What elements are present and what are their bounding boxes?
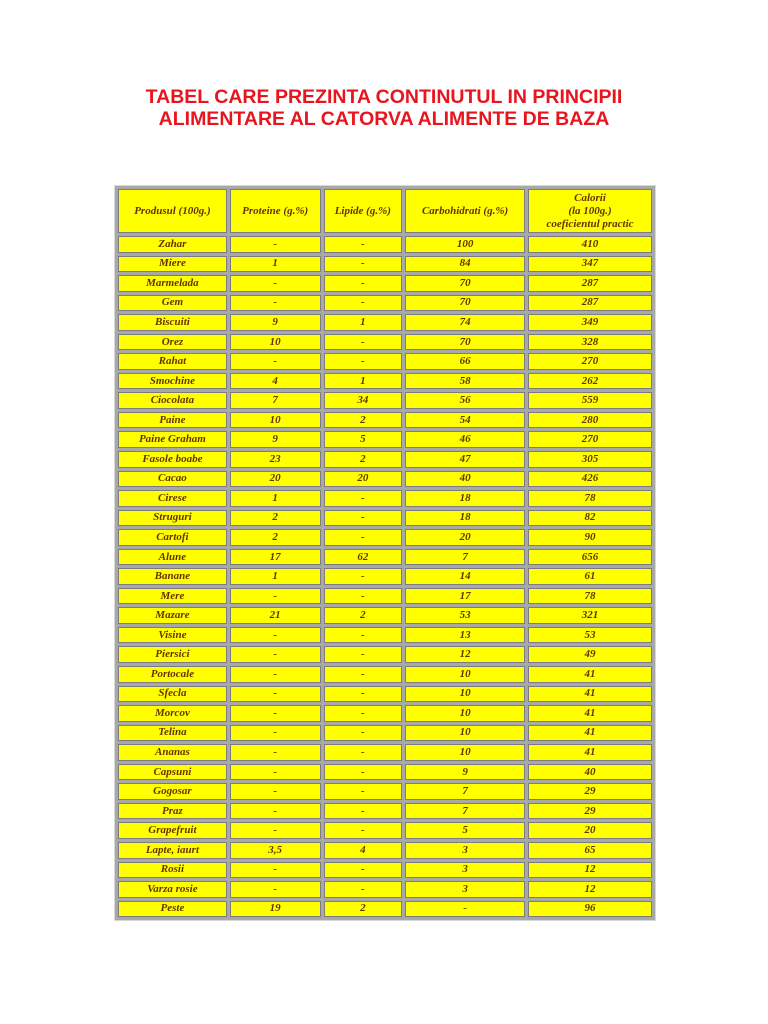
cell-lipids: - xyxy=(324,256,403,273)
cell-calories: 41 xyxy=(528,666,652,683)
cell-protein: 9 xyxy=(230,431,321,448)
cell-product: Ananas xyxy=(118,744,227,761)
cell-protein: 10 xyxy=(230,412,321,429)
cell-calories: 305 xyxy=(528,451,652,468)
cell-lipids: - xyxy=(324,588,403,605)
cell-protein: - xyxy=(230,353,321,370)
cell-carbs: 3 xyxy=(405,842,525,859)
cell-calories: 82 xyxy=(528,510,652,527)
cell-lipids: - xyxy=(324,646,403,663)
cell-lipids: - xyxy=(324,236,403,253)
cell-lipids: - xyxy=(324,666,403,683)
cell-protein: 7 xyxy=(230,392,321,409)
cell-carbs: 54 xyxy=(405,412,525,429)
table-row xyxy=(118,607,652,624)
cell-carbs: 100 xyxy=(405,236,525,253)
cell-calories: 41 xyxy=(528,686,652,703)
cell-product: Orez xyxy=(118,334,227,351)
table-row xyxy=(118,490,652,507)
table-row xyxy=(118,881,652,898)
cell-product: Paine xyxy=(118,412,227,429)
cell-protein: - xyxy=(230,862,321,879)
cell-calories: 41 xyxy=(528,744,652,761)
table-row xyxy=(118,783,652,800)
cell-lipids: - xyxy=(324,686,403,703)
cell-calories: 40 xyxy=(528,764,652,781)
cell-carbs: 5 xyxy=(405,822,525,839)
table-row xyxy=(118,901,652,918)
cell-carbs: 10 xyxy=(405,705,525,722)
cell-carbs: 7 xyxy=(405,549,525,566)
cell-carbs: 18 xyxy=(405,510,525,527)
cell-lipids: - xyxy=(324,744,403,761)
cell-calories: 20 xyxy=(528,822,652,839)
cell-lipids: 5 xyxy=(324,431,403,448)
cell-lipids: - xyxy=(324,490,403,507)
cell-lipids: 2 xyxy=(324,451,403,468)
cell-protein: - xyxy=(230,705,321,722)
cell-lipids: - xyxy=(324,803,403,820)
cell-protein: - xyxy=(230,783,321,800)
cell-carbs: 46 xyxy=(405,431,525,448)
table-row xyxy=(118,510,652,527)
cell-carbs: 53 xyxy=(405,607,525,624)
cell-product: Telina xyxy=(118,725,227,742)
table-row xyxy=(118,431,652,448)
cell-carbs: 10 xyxy=(405,666,525,683)
cell-lipids: 62 xyxy=(324,549,403,566)
cell-calories: 53 xyxy=(528,627,652,644)
cell-product: Paine Graham xyxy=(118,431,227,448)
header-calories-line-2: (la 100g.) xyxy=(568,204,612,217)
cell-lipids: 1 xyxy=(324,314,403,331)
cell-product: Lapte, iaurt xyxy=(118,842,227,859)
cell-calories: 65 xyxy=(528,842,652,859)
cell-lipids: - xyxy=(324,529,403,546)
cell-product: Marmelada xyxy=(118,275,227,292)
cell-product: Morcov xyxy=(118,705,227,722)
cell-lipids: 2 xyxy=(324,607,403,624)
cell-product: Sfecla xyxy=(118,686,227,703)
cell-lipids: - xyxy=(324,705,403,722)
cell-carbs: 17 xyxy=(405,588,525,605)
cell-carbs: 3 xyxy=(405,881,525,898)
table-row xyxy=(118,803,652,820)
cell-lipids: - xyxy=(324,822,403,839)
cell-lipids: 1 xyxy=(324,373,403,390)
cell-protein: 3,5 xyxy=(230,842,321,859)
header-product: Produsul (100g.) xyxy=(118,189,227,233)
nutrition-table xyxy=(114,185,656,921)
cell-carbs: 10 xyxy=(405,725,525,742)
cell-calories: 656 xyxy=(528,549,652,566)
table-row xyxy=(118,646,652,663)
cell-lipids: - xyxy=(324,568,403,585)
cell-protein: 10 xyxy=(230,334,321,351)
cell-lipids: 2 xyxy=(324,901,403,918)
cell-carbs: 40 xyxy=(405,471,525,488)
nutrition-table-body xyxy=(118,189,652,917)
table-row xyxy=(118,568,652,585)
page-title xyxy=(0,86,768,130)
cell-carbs: 66 xyxy=(405,353,525,370)
cell-lipids: - xyxy=(324,353,403,370)
cell-protein: 9 xyxy=(230,314,321,331)
cell-protein: - xyxy=(230,236,321,253)
table-row xyxy=(118,471,652,488)
cell-protein: - xyxy=(230,588,321,605)
table-row xyxy=(118,256,652,273)
cell-protein: - xyxy=(230,627,321,644)
header-carbs: Carbohidrati (g.%) xyxy=(405,189,525,233)
cell-calories: 426 xyxy=(528,471,652,488)
cell-lipids: - xyxy=(324,627,403,644)
cell-calories: 12 xyxy=(528,862,652,879)
cell-carbs: 58 xyxy=(405,373,525,390)
cell-protein: 4 xyxy=(230,373,321,390)
table-row xyxy=(118,529,652,546)
cell-product: Grapefruit xyxy=(118,822,227,839)
table-row xyxy=(118,353,652,370)
cell-product: Cacao xyxy=(118,471,227,488)
cell-carbs: 56 xyxy=(405,392,525,409)
cell-product: Miere xyxy=(118,256,227,273)
cell-calories: 29 xyxy=(528,803,652,820)
header-protein: Proteine (g.%) xyxy=(230,189,321,233)
cell-carbs: 7 xyxy=(405,803,525,820)
cell-protein: 2 xyxy=(230,510,321,527)
cell-lipids: - xyxy=(324,275,403,292)
cell-protein: - xyxy=(230,686,321,703)
cell-protein: - xyxy=(230,275,321,292)
cell-protein: - xyxy=(230,881,321,898)
cell-lipids: - xyxy=(324,764,403,781)
cell-calories: 61 xyxy=(528,568,652,585)
cell-carbs: 18 xyxy=(405,490,525,507)
cell-lipids: 2 xyxy=(324,412,403,429)
cell-lipids: 20 xyxy=(324,471,403,488)
cell-calories: 78 xyxy=(528,490,652,507)
cell-protein: - xyxy=(230,295,321,312)
cell-lipids: - xyxy=(324,862,403,879)
cell-carbs: 10 xyxy=(405,744,525,761)
cell-calories: 287 xyxy=(528,275,652,292)
table-row xyxy=(118,334,652,351)
cell-carbs: 70 xyxy=(405,295,525,312)
table-row xyxy=(118,822,652,839)
cell-lipids: - xyxy=(324,295,403,312)
cell-product: Smochine xyxy=(118,373,227,390)
cell-calories: 270 xyxy=(528,353,652,370)
cell-protein: - xyxy=(230,822,321,839)
cell-product: Alune xyxy=(118,549,227,566)
cell-lipids: - xyxy=(324,881,403,898)
header-calories-line-1: Calorii xyxy=(574,191,606,204)
cell-product: Capsuni xyxy=(118,764,227,781)
cell-product: Peste xyxy=(118,901,227,918)
cell-carbs: 12 xyxy=(405,646,525,663)
cell-calories: 90 xyxy=(528,529,652,546)
table-row xyxy=(118,275,652,292)
table-row xyxy=(118,412,652,429)
cell-carbs: 70 xyxy=(405,334,525,351)
title-line-2: ALIMENTARE AL CATORVA ALIMENTE DE BAZA xyxy=(158,108,610,130)
cell-carbs: 84 xyxy=(405,256,525,273)
cell-protein: - xyxy=(230,646,321,663)
header-calories xyxy=(528,189,652,233)
cell-calories: 41 xyxy=(528,705,652,722)
cell-product: Ciocolata xyxy=(118,392,227,409)
table-row xyxy=(118,842,652,859)
table-header-row xyxy=(118,189,652,233)
cell-carbs: - xyxy=(405,901,525,918)
cell-carbs: 3 xyxy=(405,862,525,879)
table-row xyxy=(118,862,652,879)
title-line-1: TABEL CARE PREZINTA CONTINUTUL IN PRINCIPII xyxy=(145,86,623,108)
cell-product: Visine xyxy=(118,627,227,644)
table-row xyxy=(118,666,652,683)
cell-protein: 1 xyxy=(230,568,321,585)
cell-lipids: 4 xyxy=(324,842,403,859)
cell-lipids: 34 xyxy=(324,392,403,409)
cell-protein: 23 xyxy=(230,451,321,468)
cell-calories: 349 xyxy=(528,314,652,331)
cell-calories: 270 xyxy=(528,431,652,448)
cell-product: Praz xyxy=(118,803,227,820)
cell-product: Cartofi xyxy=(118,529,227,546)
cell-calories: 280 xyxy=(528,412,652,429)
cell-product: Cirese xyxy=(118,490,227,507)
cell-calories: 41 xyxy=(528,725,652,742)
cell-product: Varza rosie xyxy=(118,881,227,898)
cell-carbs: 70 xyxy=(405,275,525,292)
cell-protein: - xyxy=(230,803,321,820)
cell-carbs: 47 xyxy=(405,451,525,468)
cell-calories: 262 xyxy=(528,373,652,390)
cell-protein: 2 xyxy=(230,529,321,546)
cell-product: Banane xyxy=(118,568,227,585)
cell-product: Struguri xyxy=(118,510,227,527)
cell-calories: 12 xyxy=(528,881,652,898)
cell-carbs: 74 xyxy=(405,314,525,331)
cell-protein: - xyxy=(230,666,321,683)
cell-carbs: 13 xyxy=(405,627,525,644)
cell-lipids: - xyxy=(324,783,403,800)
table-row xyxy=(118,373,652,390)
cell-carbs: 10 xyxy=(405,686,525,703)
cell-calories: 410 xyxy=(528,236,652,253)
cell-product: Biscuiti xyxy=(118,314,227,331)
cell-protein: 21 xyxy=(230,607,321,624)
cell-protein: 1 xyxy=(230,490,321,507)
cell-protein: - xyxy=(230,725,321,742)
cell-calories: 347 xyxy=(528,256,652,273)
cell-product: Rosii xyxy=(118,862,227,879)
cell-product: Rahat xyxy=(118,353,227,370)
cell-calories: 287 xyxy=(528,295,652,312)
table-row xyxy=(118,295,652,312)
cell-calories: 78 xyxy=(528,588,652,605)
cell-carbs: 20 xyxy=(405,529,525,546)
table-row xyxy=(118,725,652,742)
table-row xyxy=(118,236,652,253)
table-row xyxy=(118,705,652,722)
cell-protein: 20 xyxy=(230,471,321,488)
cell-lipids: - xyxy=(324,725,403,742)
cell-protein: 19 xyxy=(230,901,321,918)
table-row xyxy=(118,764,652,781)
table-row xyxy=(118,627,652,644)
cell-protein: 17 xyxy=(230,549,321,566)
cell-product: Mazare xyxy=(118,607,227,624)
table-row xyxy=(118,451,652,468)
cell-protein: 1 xyxy=(230,256,321,273)
cell-protein: - xyxy=(230,764,321,781)
cell-product: Gogosar xyxy=(118,783,227,800)
cell-calories: 96 xyxy=(528,901,652,918)
cell-lipids: - xyxy=(324,510,403,527)
header-calories-line-3: coeficientul practic xyxy=(546,217,634,230)
cell-carbs: 14 xyxy=(405,568,525,585)
table-row xyxy=(118,686,652,703)
table-row xyxy=(118,392,652,409)
cell-calories: 49 xyxy=(528,646,652,663)
header-lipids: Lipide (g.%) xyxy=(324,189,403,233)
cell-lipids: - xyxy=(324,334,403,351)
cell-product: Piersici xyxy=(118,646,227,663)
cell-product: Gem xyxy=(118,295,227,312)
cell-carbs: 9 xyxy=(405,764,525,781)
cell-calories: 321 xyxy=(528,607,652,624)
cell-calories: 29 xyxy=(528,783,652,800)
cell-carbs: 7 xyxy=(405,783,525,800)
cell-product: Portocale xyxy=(118,666,227,683)
cell-protein: - xyxy=(230,744,321,761)
cell-product: Fasole boabe xyxy=(118,451,227,468)
cell-calories: 328 xyxy=(528,334,652,351)
cell-product: Zahar xyxy=(118,236,227,253)
table-row xyxy=(118,744,652,761)
cell-product: Mere xyxy=(118,588,227,605)
cell-calories: 559 xyxy=(528,392,652,409)
table-row xyxy=(118,314,652,331)
table-row xyxy=(118,549,652,566)
table-row xyxy=(118,588,652,605)
